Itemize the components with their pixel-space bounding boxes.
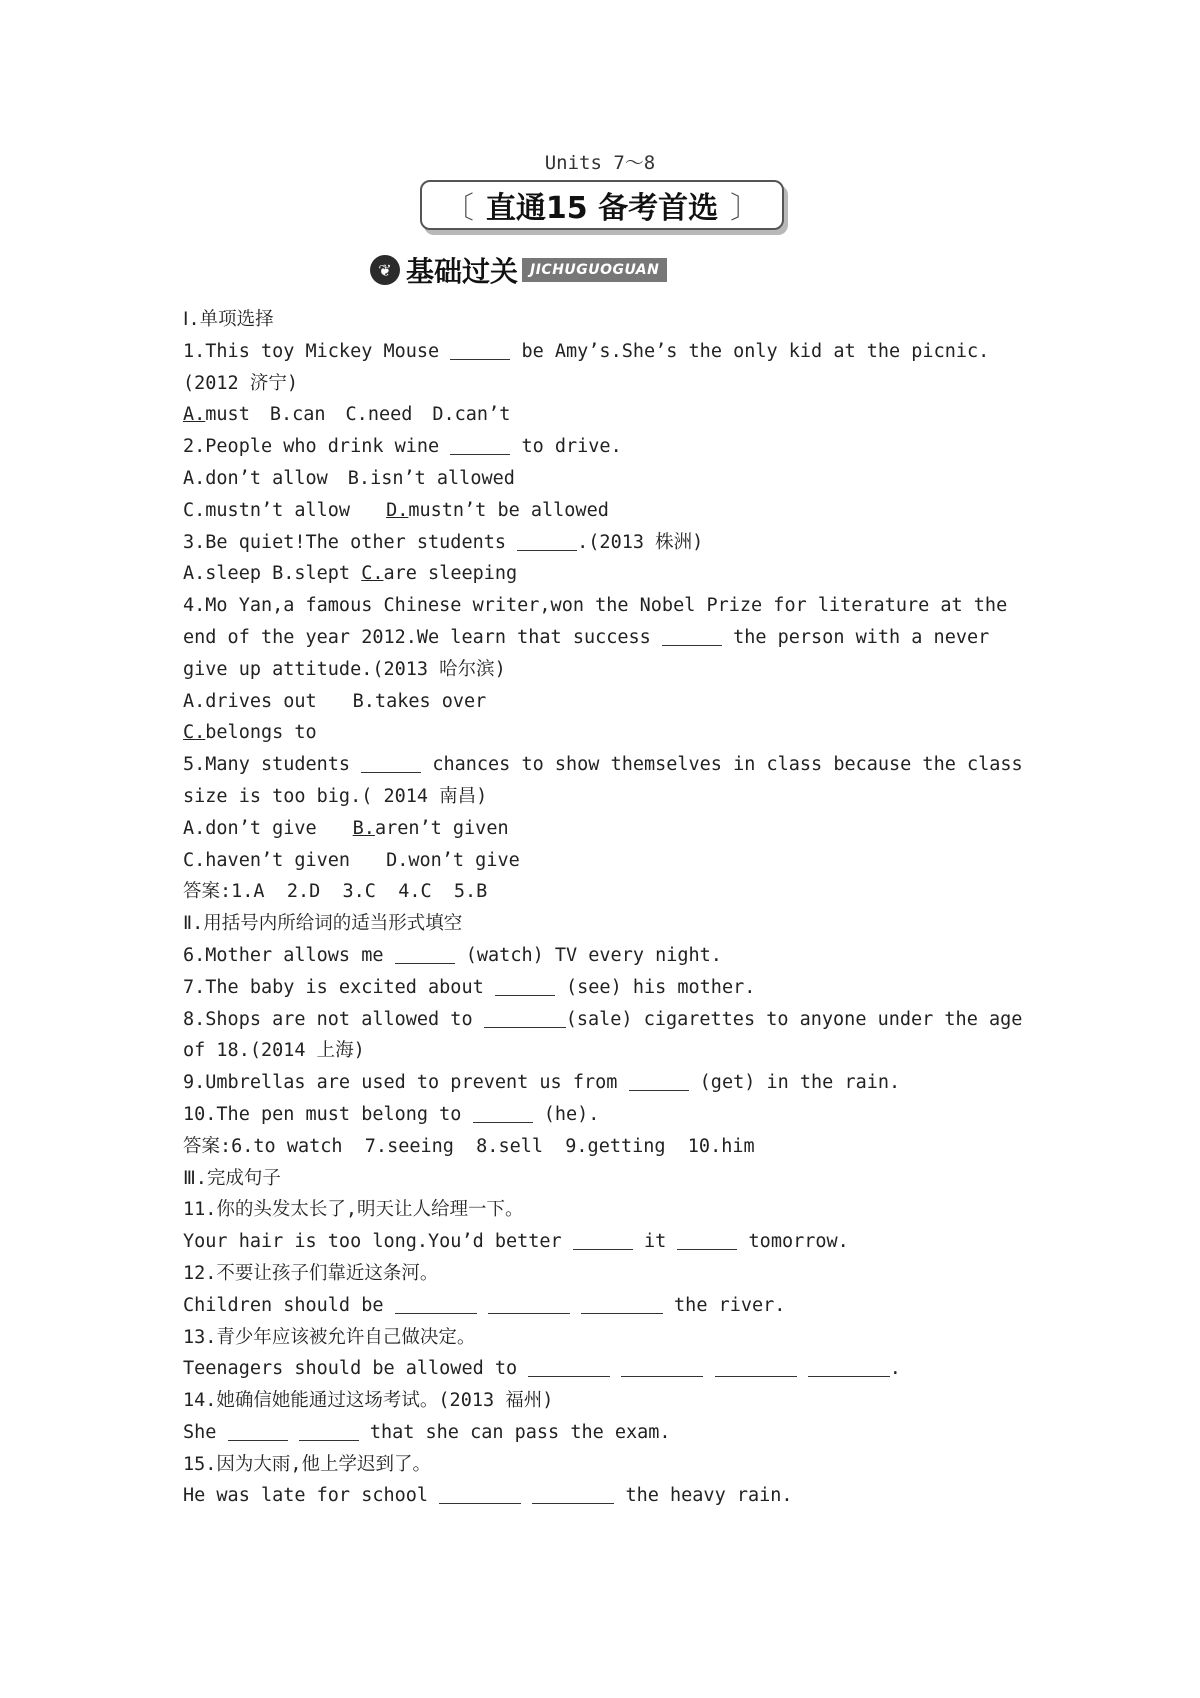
- question-text: Your hair is too long.You’d better: [183, 1231, 562, 1253]
- option-text: must: [205, 404, 250, 426]
- answer-blank: [488, 1293, 570, 1314]
- question-14-chinese: 14.她确信她能通过这场考试。(2013 福州): [183, 1390, 554, 1412]
- question-text: 1.This toy Mickey Mouse: [183, 340, 440, 362]
- option: B.slept: [272, 563, 351, 585]
- answer-blank: [439, 1483, 521, 1504]
- question-text: the river.: [674, 1294, 786, 1316]
- question-text: (see) his mother.: [554, 976, 756, 998]
- question-2: [183, 431, 1033, 463]
- question-10: [183, 1099, 1033, 1131]
- question-text: (get) in the rain.: [688, 1072, 901, 1094]
- question-3: [183, 527, 1033, 559]
- question-12-chinese: 12.不要让孩子们靠近这条河。: [183, 1262, 439, 1284]
- question-text: to drive.: [521, 436, 622, 458]
- option: B.isn’t allowed: [347, 467, 515, 489]
- option: B.takes over: [352, 690, 487, 712]
- question-text: Teenagers should be allowed to: [183, 1358, 518, 1380]
- option: A.don’t allow: [183, 467, 328, 489]
- question-text: 10.The pen must belong to: [183, 1103, 462, 1125]
- question-text: 7.The baby is excited about: [183, 976, 484, 998]
- question-text: .(2013 株洲): [577, 531, 704, 553]
- option: A.drives out: [183, 690, 317, 712]
- question-5-options-row2: [183, 845, 1033, 877]
- question-2-options-row1: [183, 463, 1033, 495]
- exercise-content: [183, 304, 1033, 1512]
- question-text: 9.Umbrellas are used to prevent us from: [183, 1072, 618, 1094]
- answer-blank: [629, 1070, 689, 1091]
- question-6: [183, 940, 1033, 972]
- option: C.mustn’t allow: [183, 499, 351, 521]
- question-4: [183, 590, 1033, 685]
- question-13: [183, 1353, 1033, 1385]
- question-text: chances to show themselves in class because the class size is too big.( 2014 南昌): [183, 754, 1023, 807]
- answer-blank: [532, 1483, 614, 1504]
- question-4-options-row2: [183, 717, 1033, 749]
- left-bracket-icon: 〔: [443, 191, 474, 226]
- question-9: [183, 1067, 1033, 1099]
- question-14: [183, 1417, 1033, 1449]
- question-text: (watch) TV every night.: [454, 944, 722, 966]
- question-text: it: [643, 1231, 667, 1253]
- answer-blank: [361, 752, 421, 773]
- marked-option: C.: [361, 563, 384, 585]
- question-text: tomorrow.: [748, 1231, 849, 1253]
- leaf-icon: ❦: [370, 255, 400, 285]
- question-text: 5.Many students: [183, 754, 351, 776]
- question-5: [183, 749, 1033, 813]
- answer-blank: [621, 1356, 703, 1377]
- question-text: the person with a never give up attitude.(2013 哈尔滨): [183, 626, 990, 680]
- question-15: [183, 1480, 1033, 1512]
- answer-blank: [473, 1102, 533, 1123]
- marked-option: A.: [183, 404, 206, 426]
- question-text: the heavy rain.: [625, 1485, 793, 1507]
- answer-blank: [495, 975, 555, 996]
- question-text: .: [889, 1358, 901, 1380]
- question-5-options-row1: [183, 813, 1033, 845]
- option-text: aren’t given: [374, 817, 509, 839]
- option: A.don’t give: [183, 817, 317, 839]
- section-title: 基础过关: [406, 255, 519, 288]
- answer-blank: [228, 1420, 288, 1441]
- question-text: She: [183, 1421, 217, 1443]
- question-4-options-row1: [183, 686, 1033, 718]
- question-text: (sale) cigarettes to anyone under the age of 18.(2014 上海): [183, 1008, 1023, 1062]
- option-text: mustn’t be allowed: [408, 499, 609, 521]
- question-8: [183, 1004, 1033, 1068]
- question-1: [183, 336, 1033, 400]
- question-text: He was late for school: [183, 1485, 429, 1507]
- answer-blank: [677, 1229, 737, 1250]
- part2-heading: Ⅱ.用括号内所给词的适当形式填空: [183, 913, 463, 935]
- part1-answers: 答案:1.A 2.D 3.C 4.C 5.B: [183, 881, 488, 903]
- answer-blank: [573, 1229, 633, 1250]
- answer-blank: [517, 530, 577, 551]
- answer-blank: [808, 1356, 890, 1377]
- option: C.haven’t given: [183, 849, 351, 871]
- answer-blank: [395, 943, 455, 964]
- banner-title: 直通15 备考首选: [485, 191, 719, 226]
- question-text: 4.Mo Yan,a famous Chinese writer,won the Nobel Prize for literature at the end of the year 2012.We learn that success: [183, 595, 1008, 648]
- section-tag: [370, 252, 667, 288]
- option-text: are sleeping: [383, 563, 518, 585]
- question-text: 2.People who drink wine: [183, 436, 440, 458]
- option: A.sleep: [183, 563, 261, 585]
- answer-blank: [299, 1420, 359, 1441]
- answer-blank: [450, 339, 510, 360]
- question-7: [183, 972, 1033, 1004]
- option: C.need: [345, 404, 413, 426]
- question-15-chinese: 15.因为大雨,他上学迟到了。: [183, 1453, 432, 1475]
- question-text: that she can pass the exam.: [369, 1421, 671, 1443]
- section-pinyin: JICHUGUOGUAN: [522, 258, 667, 282]
- title-banner: [420, 180, 784, 230]
- answer-blank: [528, 1356, 610, 1377]
- question-1-options: [183, 399, 1033, 431]
- option: D.won’t give: [386, 849, 520, 871]
- marked-option: B.: [352, 817, 375, 839]
- question-text: 8.Shops are not allowed to: [183, 1008, 473, 1030]
- question-12: [183, 1290, 1033, 1322]
- part2-answers: 答案:6.to watch 7.seeing 8.sell 9.getting 10.him: [183, 1135, 755, 1157]
- answer-blank: [662, 625, 722, 646]
- answer-blank: [581, 1293, 663, 1314]
- option: D.can’t: [432, 404, 511, 426]
- option-text: belongs to: [205, 722, 317, 744]
- marked-option: C.: [183, 722, 206, 744]
- question-11-chinese: 11.你的头发太长了,明天让人给理一下。: [183, 1199, 524, 1221]
- answer-blank: [484, 1007, 566, 1028]
- option: B.can: [269, 404, 326, 426]
- question-text: Children should be: [183, 1294, 384, 1316]
- question-text: (he).: [532, 1103, 600, 1125]
- question-3-options: [183, 558, 1033, 590]
- question-13-chinese: 13.青少年应该被允许自己做决定。: [183, 1326, 476, 1348]
- question-text: 6.Mother allows me: [183, 944, 384, 966]
- part3-heading: Ⅲ.完成句子: [183, 1167, 281, 1189]
- right-bracket-icon: 〕: [730, 191, 761, 226]
- part1-heading: Ⅰ.单项选择: [183, 309, 274, 330]
- marked-option: D.: [386, 499, 409, 521]
- answer-blank: [395, 1293, 477, 1314]
- question-2-options-row2: [183, 495, 1033, 527]
- answer-blank: [715, 1356, 797, 1377]
- unit-title: Units 7～8: [544, 152, 656, 174]
- question-text: be Amy’s.She’s the only kid at the picnic.(2012 济宁): [183, 340, 990, 394]
- answer-blank: [450, 434, 510, 455]
- question-text: 3.Be quiet!The other students: [183, 531, 507, 553]
- question-11: [183, 1226, 1033, 1258]
